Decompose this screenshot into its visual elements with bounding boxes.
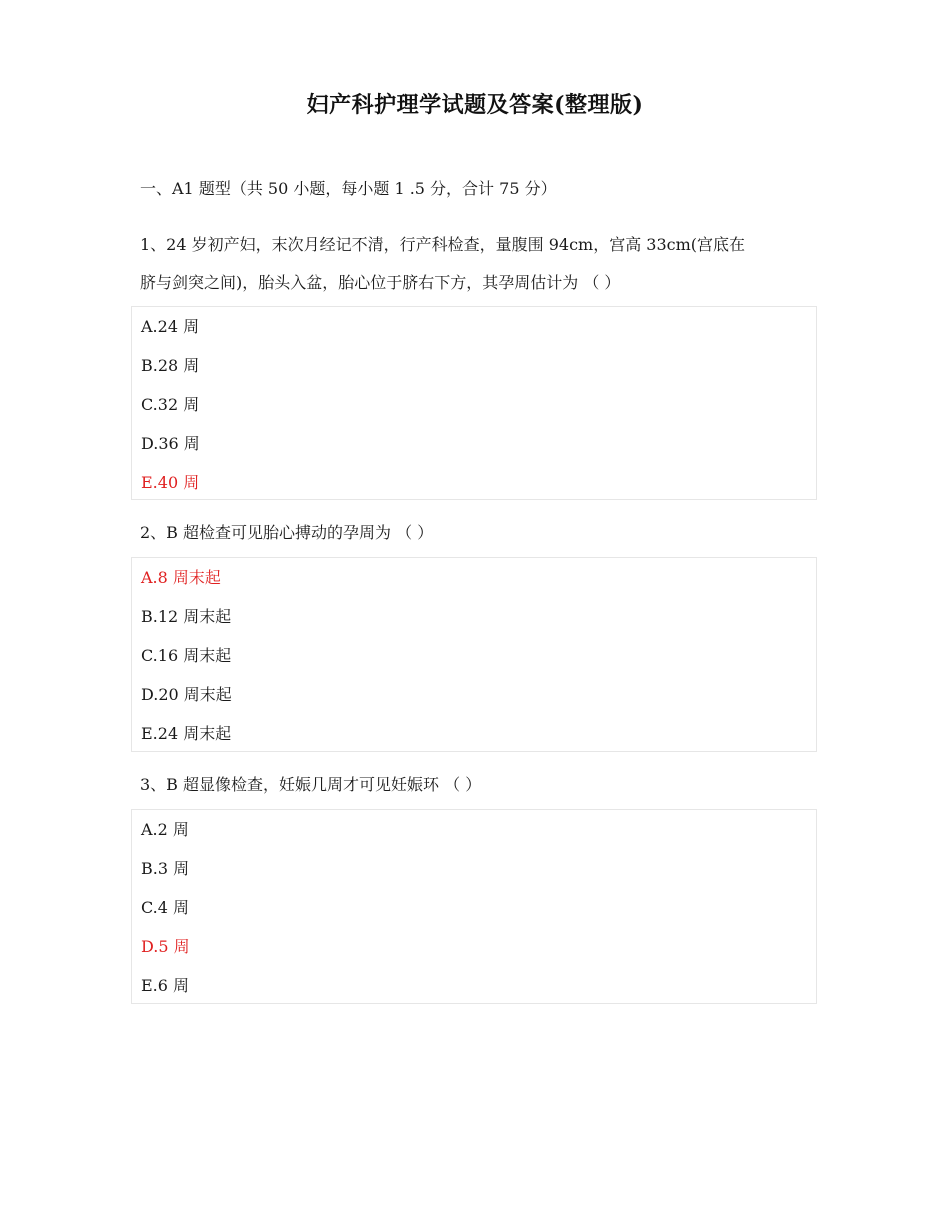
section-heading: 一、A1 题型（共 50 小题，每小题 1 .5 分，合计 75 分） — [140, 179, 557, 198]
question-2-option-d[interactable]: D.20 周末起 — [141, 685, 232, 704]
question-3-option-c[interactable]: C.4 周 — [141, 898, 190, 917]
question-1-option-d[interactable]: D.36 周 — [141, 434, 200, 453]
question-2-option-a[interactable]: A.8 周末起 — [141, 568, 221, 587]
question-3-option-e[interactable]: E.6 周 — [141, 976, 190, 995]
question-1-line-1: 1、24 岁初产妇，末次月经记不清，行产科检查，量腹围 94cm，宫高 33cm(宫底在 — [140, 235, 746, 254]
question-2-option-c[interactable]: C.16 周末起 — [141, 646, 232, 665]
question-3-option-b[interactable]: B.3 周 — [141, 859, 190, 878]
question-3-options — [131, 809, 817, 1004]
question-3-option-d[interactable]: D.5 周 — [141, 937, 190, 956]
question-2-option-e[interactable]: E.24 周末起 — [141, 724, 232, 743]
question-1-option-c[interactable]: C.32 周 — [141, 395, 200, 414]
question-3-line-1: 3、B 超显像检查，妊娠几周才可见妊娠环 （ ） — [140, 775, 482, 794]
document-title: 妇产科护理学试题及答案(整理版) — [306, 92, 644, 118]
question-2-options — [131, 557, 817, 752]
question-3-text — [140, 766, 820, 804]
question-1-line-2: 脐与剑突之间)，胎头入盆，胎心位于脐右下方，其孕周估计为 （ ） — [140, 273, 621, 292]
question-1-option-b[interactable]: B.28 周 — [141, 356, 200, 375]
question-1-text — [140, 226, 820, 302]
question-1-options — [131, 306, 817, 500]
question-2-option-b[interactable]: B.12 周末起 — [141, 607, 232, 626]
question-3-option-a[interactable]: A.2 周 — [141, 820, 189, 839]
question-2-text — [140, 514, 820, 552]
question-2-line-1: 2、B 超检查可见胎心搏动的孕周为 （ ） — [140, 523, 434, 542]
question-1-option-e[interactable]: E.40 周 — [141, 473, 200, 492]
question-1-option-a[interactable]: A.24 周 — [141, 317, 200, 336]
